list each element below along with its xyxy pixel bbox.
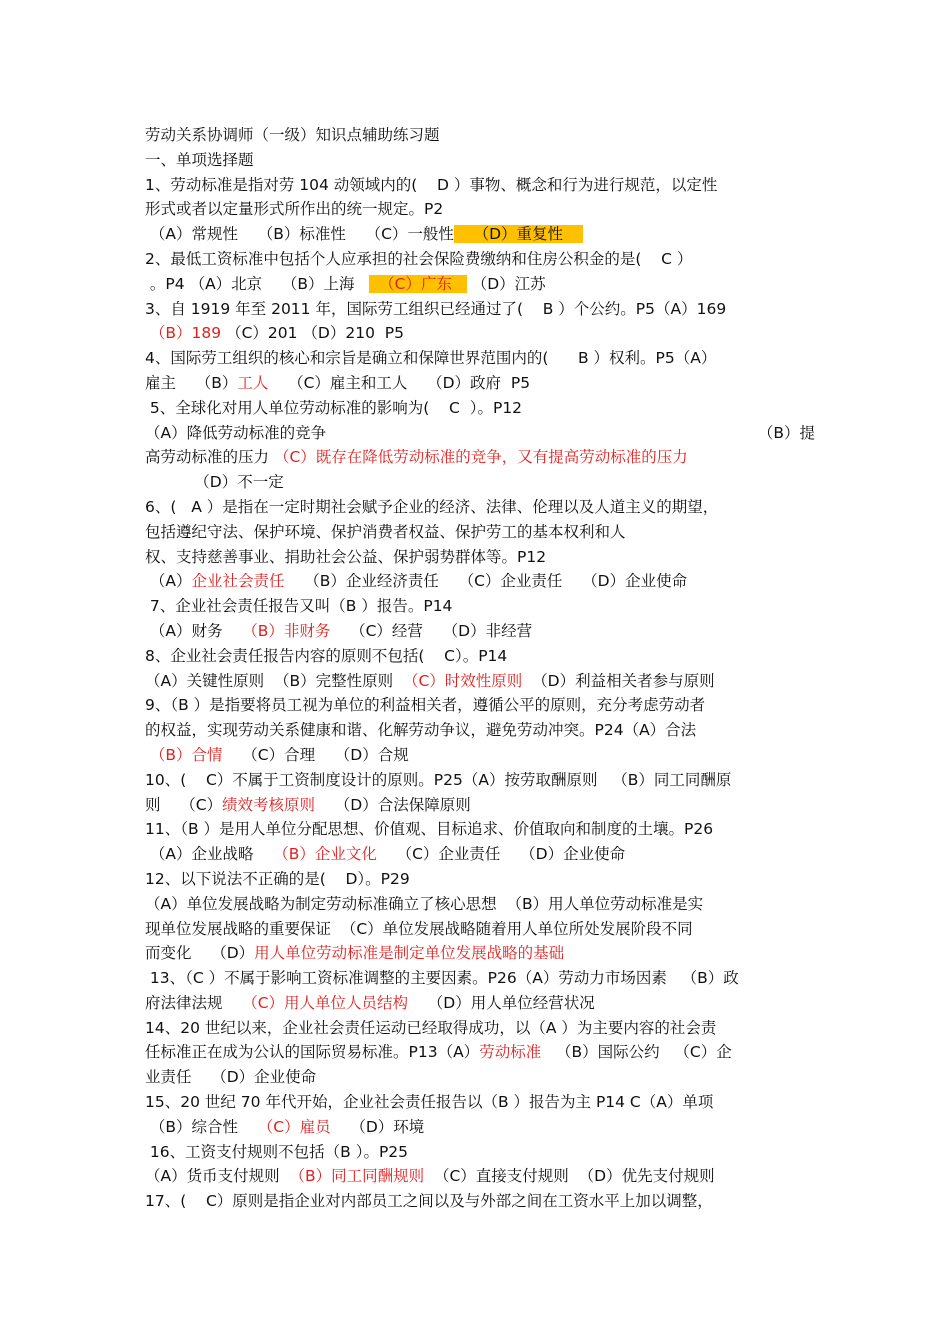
text-run: 16、工资支付规则不包括（B ）。P25 (145, 1142, 409, 1161)
text-run: （B）企业经济责任 （C）企业责任 （D）企业使命 (284, 572, 688, 591)
text-line (145, 520, 815, 545)
text-run: （C）企业责任 （D）企业使命 (376, 845, 626, 864)
text-run: （A）常规性 （B）标准性 （C）一般性 (145, 225, 454, 244)
text-line (145, 272, 815, 297)
text-run: 14、20 世纪以来，企业社会责任运动已经取得成功，以（A ）为主要内容的社会责 (145, 1018, 717, 1037)
text-run: 5、全球化对用人单位劳动标准的影响为( C ）。P12 (145, 398, 523, 417)
answer-text: （B）189 (145, 324, 222, 343)
text-run: （C）雇主和工人 （D）政府 P5 (268, 373, 531, 392)
text-run: （A）企业战略 (145, 845, 274, 864)
text-line (145, 1164, 815, 1189)
text-line (145, 445, 815, 470)
text-line (145, 470, 815, 495)
text-run: （D）重复性 (453, 225, 583, 244)
text-run: 8、企业社会责任报告内容的原则不包括( C）。P14 (145, 646, 508, 665)
answer-text: 劳动标准 (479, 1043, 542, 1062)
text-line (145, 594, 815, 619)
answer-text: （C）既存在降低劳动标准的竞争，又有提高劳动标准的压力 (273, 448, 688, 467)
text-run: （D）利益相关者参与原则 (522, 671, 715, 690)
text-run: （C）合理 （D）合规 (222, 745, 409, 764)
text-line (145, 321, 815, 346)
text-run: 4、国际劳工组织的核心和宗旨是确立和保障世界范围内的( B ）权利。P5（A） (145, 349, 717, 368)
text-run: （A） (145, 572, 192, 591)
text-line (145, 148, 815, 173)
text-run: 13、（C ）不属于影响工资标准调整的主要因素。P26（A）劳动力市场因素 （B）政 (145, 969, 739, 988)
text-run: 业责任 （D）企业使命 (145, 1068, 317, 1087)
answer-text: （B）企业文化 (273, 845, 377, 864)
text-run: 任标准正在成为公认的国际贸易标准。P13（A） (145, 1043, 480, 1062)
text-line (145, 966, 815, 991)
text-line (145, 222, 815, 247)
text-run: （C）201 （D）210 P5 (221, 324, 405, 343)
text-line (145, 545, 815, 570)
text-run: 形式或者以定量形式所作出的统一规定。P2 (145, 200, 444, 219)
text-run: 9、（B ）是指要将员工视为单位的利益相关者，遵循公平的原则，充分考虑劳动者 (145, 696, 706, 715)
text-run: （A）关键性原则 （B）完整性原则 (145, 671, 403, 690)
text-run: 雇主 （B） (145, 373, 238, 392)
text-line (145, 718, 815, 743)
answer-text: 工人 (237, 373, 269, 392)
answer-text: 绩效考核原则 (222, 795, 316, 814)
text-run: （A）单位发展战略为制定劳动标准确立了核心思想 （B）用人单位劳动标准是实 (145, 894, 704, 913)
text-run: （D）用人单位经营状况 (408, 993, 595, 1012)
text-run: （B）提 (757, 423, 815, 442)
text-run: 权、支持慈善事业、捐助社会公益、保护弱势群体等。P12 (145, 547, 547, 566)
text-line (145, 346, 815, 371)
answer-text: （B）合情 (145, 745, 223, 764)
answer-text: （C）广东 (369, 274, 467, 293)
text-line (145, 1189, 815, 1214)
text-line (145, 842, 815, 867)
text-run: （A）降低劳动标准的竞争 (145, 423, 327, 442)
text-run: （C）直接支付规则 （D）优先支付规则 (424, 1167, 715, 1186)
text-run: （D）江苏 (466, 274, 546, 293)
text-line (145, 743, 815, 768)
text-run: 。P4 （A）北京 （B）上海 (145, 274, 370, 293)
text-line (145, 173, 815, 198)
text-run: 1、劳动标准是指对劳 104 动领域内的( D ）事物、概念和行为进行规范，以定性 (145, 175, 718, 194)
text-run: 11、（B ）是用人单位分配思想、价值观、目标追求、价值取向和制度的土壤。P26 (145, 820, 714, 839)
answer-text: （C）雇员 (257, 1117, 331, 1136)
text-line (145, 817, 815, 842)
text-run: 17、( C）原则是指企业对内部员工之间以及与外部之间在工资水平上加以调整， (145, 1192, 713, 1211)
text-run: （D）不一定 (145, 473, 284, 492)
text-line (145, 917, 815, 942)
text-run: 6、( A ）是指在一定时期社会赋予企业的经济、法律、伦理以及人道主义的期望， (145, 497, 719, 516)
text-run: 则 （C） (145, 795, 223, 814)
text-line (145, 793, 815, 818)
text-run: （C）经营 （D）非经营 (330, 621, 533, 640)
answer-text: （C）用人单位人员结构 (242, 993, 409, 1012)
text-line (145, 991, 815, 1016)
text-line (145, 1040, 815, 1065)
text-line (145, 123, 815, 148)
text-run: 现单位发展战略的重要保证 （C）单位发展战略随着用人单位所处发展阶段不同 (145, 919, 693, 938)
text-run: （D）合法保障原则 (315, 795, 471, 814)
text-run: 15、20 世纪 70 年代开始，企业社会责任报告以（B ）报告为主 P14 C（A）单项 (145, 1093, 714, 1112)
text-run: 10、( C）不属于工资制度设计的原则。P25（A）按劳取酬原则 （B）同工同酬原 (145, 770, 732, 789)
text-line (145, 569, 815, 594)
text-run: （A）财务 (145, 621, 243, 640)
text-run: 高劳动标准的压力 (145, 448, 274, 467)
text-line (145, 619, 815, 644)
text-line (145, 1115, 815, 1140)
text-run: 府法律法规 (145, 993, 243, 1012)
text-line (145, 941, 815, 966)
text-line (145, 1016, 815, 1041)
text-line (145, 495, 815, 520)
text-run: 2、最低工资标准中包括个人应承担的社会保险费缴纳和住房公积金的是( C ） (145, 249, 693, 268)
text-line (145, 247, 815, 272)
text-run: 的权益，实现劳动关系健康和谐、化解劳动争议，避免劳动冲突。P24（A）合法 (145, 721, 697, 740)
text-run: 3、自 1919 年至 2011 年，国际劳工组织已经通过了( B ）个公约。P5（A）169 (145, 299, 727, 318)
text-run: （B）国际公约 （C）企 (541, 1043, 732, 1062)
text-line (145, 1065, 815, 1090)
answer-text: 用人单位劳动标准是制定单位发展战略的基础 (254, 944, 565, 963)
text-line (145, 644, 815, 669)
text-line (145, 768, 815, 793)
text-run: 劳动关系协调师（一级）知识点辅助练习题 (145, 126, 440, 144)
text-run: 包括遵纪守法、保护环境、保护消费者权益、保护劳工的基本权利和人 (145, 522, 626, 541)
text-line (145, 693, 815, 718)
answer-text: （C）时效性原则 (402, 671, 523, 690)
answer-text: （B）同工同酬规则 (289, 1167, 425, 1186)
answer-text: 企业社会责任 (191, 572, 285, 591)
text-run: （A）货币支付规则 (145, 1167, 290, 1186)
text-line (145, 297, 815, 322)
text-run: （B）综合性 (145, 1117, 258, 1136)
text-line (145, 197, 815, 222)
text-line (145, 1140, 815, 1165)
answer-text: （B）非财务 (242, 621, 331, 640)
document-page (145, 123, 815, 1214)
text-line (145, 867, 815, 892)
text-run: 而变化 （D） (145, 944, 255, 963)
text-line (145, 669, 815, 694)
text-line (145, 892, 815, 917)
text-run: 12、以下说法不正确的是( D）。P29 (145, 869, 410, 888)
text-run: 一、单项选择题 (145, 150, 254, 169)
text-run: 7、企业社会责任报告又叫（B ）报告。P14 (145, 597, 453, 616)
text-line (145, 371, 815, 396)
text-run: （D）环境 (330, 1117, 425, 1136)
text-line (145, 421, 815, 446)
text-line (145, 1090, 815, 1115)
text-line (145, 396, 815, 421)
